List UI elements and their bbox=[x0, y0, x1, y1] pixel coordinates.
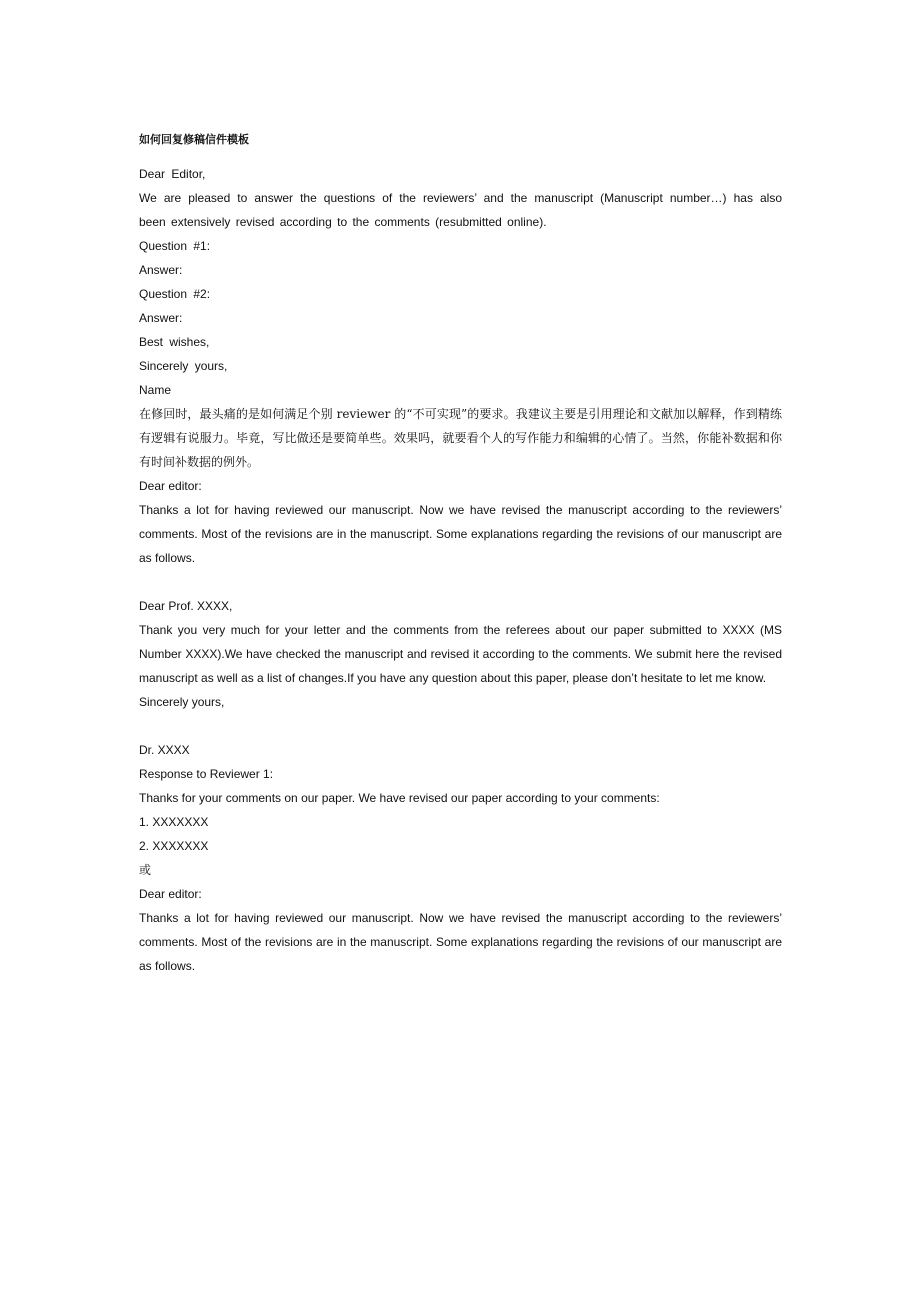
document-title: 如何回复修稿信件模板 bbox=[139, 134, 249, 146]
template3-body: Thank you very much for your letter and the comments from the referees about our paper submitted to XXXX (MS Number XXXX).We have checked the manuscript and revised it according to the comments. We submit here the revised manuscript as well as a list of changes.If you have any question about this paper, please don’t hesitate to let me know. bbox=[139, 623, 782, 685]
signature-name: Name bbox=[139, 383, 172, 397]
blank-line bbox=[139, 570, 782, 594]
question-2: Question #2: bbox=[139, 287, 211, 301]
closing-best-wishes: Best wishes, bbox=[139, 335, 210, 349]
response-intro: Thanks for your comments on our paper. We have revised our paper according to your comments: bbox=[139, 791, 660, 805]
document-body bbox=[139, 128, 782, 978]
question-1: Question #1: bbox=[139, 239, 211, 253]
advice-paragraph: 在修回时，最头痛的是如何满足个别 reviewer 的“不可实现”的要求。我建议主要是引用理论和文献加以解释，作到精练有逻辑有说服力。毕竟，写比做还是要简单些。效果吗，就要看个人的写作能力和编辑的心情了。当然，你能补数据和你有时间补数据的例外。 bbox=[139, 407, 782, 469]
response-heading: Response to Reviewer 1: bbox=[139, 767, 274, 781]
template3-salutation: Dear Prof. XXXX, bbox=[139, 599, 233, 613]
template3-closing: Sincerely yours, bbox=[139, 695, 225, 709]
template1-salutation: Dear Editor, bbox=[139, 167, 206, 181]
answer-1: Answer: bbox=[139, 263, 183, 277]
template4-body: Thanks a lot for having reviewed our manuscript. Now we have revised the manuscript according to the reviewers’ comments. Most of the revisions are in the manuscript. Some explanations regarding the revisions of our manuscript are as follows. bbox=[139, 911, 782, 973]
response-item-2: 2. XXXXXXX bbox=[139, 839, 209, 853]
response-item-1: 1. XXXXXXX bbox=[139, 815, 209, 829]
template2-salutation: Dear editor: bbox=[139, 479, 202, 493]
separator-or: 或 bbox=[139, 863, 152, 877]
template4-salutation: Dear editor: bbox=[139, 887, 202, 901]
closing-sincerely: Sincerely yours, bbox=[139, 359, 228, 373]
answer-2: Answer: bbox=[139, 311, 183, 325]
template2-body: Thanks a lot for having reviewed our manuscript. Now we have revised the manuscript according to the reviewers’ comments. Most of the revisions are in the manuscript. Some explanations regarding the revisions of our manuscript are as follows. bbox=[139, 503, 782, 565]
blank-line bbox=[139, 714, 782, 738]
template1-intro: We are pleased to answer the questions of the reviewers’ and the manuscript (Manuscript number…) has also been extensively revised according to the comments (resubmitted online). bbox=[139, 191, 782, 229]
template3-signature: Dr. XXXX bbox=[139, 743, 190, 757]
